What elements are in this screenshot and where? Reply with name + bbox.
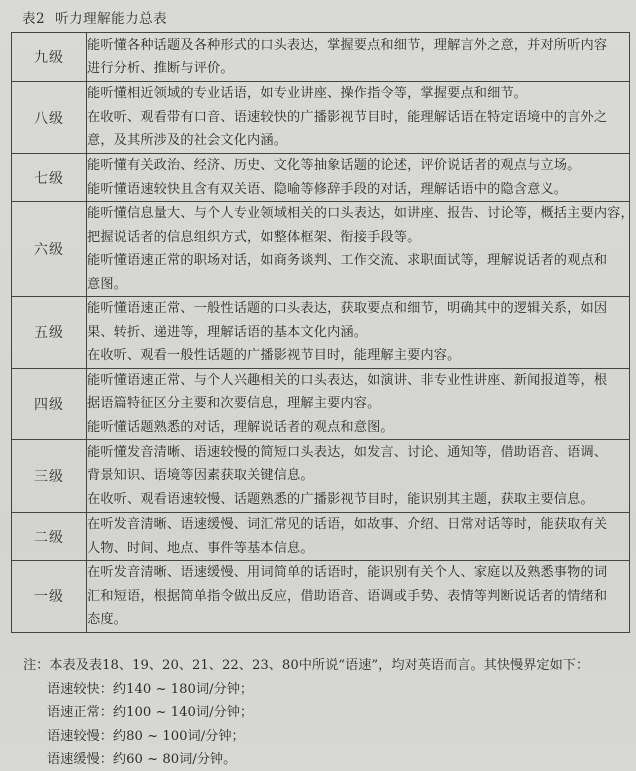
description-line: 汇和短语，根据简单指令做出反应，借助语音、语调或手势、表情等判断说话者的情绪和 [87,588,608,604]
level-label: 三级 [12,440,87,513]
table-row-level-4 [12,368,630,440]
description-line: 能听懂有关政治、经济、历史、文化等抽象话题的论述，评价说话者的观点与立场。 [87,158,581,173]
description-line: 能听懂语速较快且含有双关语、隐喻等修辞手段的对话，理解话语中的隐含意义。 [87,181,568,197]
footnote-heading: 注：本表及表18、19、20、21、22、23、80中所说“语速”，均对英语而言。其快慢界定如下： [23,658,590,673]
description-line: 背景知识、语境等因素获取关键信息。 [87,468,314,484]
table-row-level-6 [12,202,630,297]
level-label: 一级 [12,561,87,633]
speech-rate-slow: 语速缓慢：约60 ~ 80词/分钟。 [47,751,237,767]
description-line: 能听懂语速正常、一般性话题的口头表达，获取要点和细节，明确其中的逻辑关系，如因 [87,301,608,316]
level-description [87,368,630,440]
table-row-level-8 [12,82,630,154]
level-label: 八级 [12,82,87,154]
description-line: 在收听、观看一般性话题的广播影视节目时，能理解主要内容。 [87,348,461,363]
description-line: 能听懂话题熟悉的对话，理解说话者的观点和意图。 [87,419,394,435]
level-description [87,561,630,633]
description-line: 果、转折、递进等，理解话语的基本文化内涵。 [87,324,368,340]
description-line: 进行分析、推断与评价。 [87,61,234,76]
description-line: 态度。 [87,612,128,627]
description-line: 据语篇特征区分主要和次要信息，理解主要内容。 [87,396,381,411]
description-line: 能听懂各种话题及各种形式的口头表达，掌握要点和细节，理解言外之意，并对所听内容 [87,37,608,53]
level-label: 九级 [12,33,87,82]
table-body [12,33,634,633]
description-line: 能听懂信息量大、与个人专业领域相关的口头表达，如讲座、报告、讨论等，概括主要内容， [87,206,634,221]
table-caption [22,7,167,27]
level-description [87,440,630,513]
level-label: 四级 [12,368,87,440]
level-label: 六级 [12,202,87,297]
table-row-level-5 [12,297,630,369]
table-row-level-1 [12,561,630,633]
level-description [87,33,630,82]
table-title: 听力理解能力总表 [55,11,168,27]
description-line: 能听懂发音清晰、语速较慢的简短口头表达，如发言、讨论、通知等，借助语音、语调、 [87,444,608,460]
table-row-level-2 [12,513,630,561]
speech-rate-fast: 语速较快：约140 ~ 180词/分钟； [47,682,254,697]
description-line: 能听懂语速正常、与个人兴趣相关的口头表达，如演讲、非专业性讲座、新闻报道等，根 [87,372,608,388]
level-description [87,154,630,202]
description-line: 在听发音清晰、语速缓慢、用词简单的话语时，能识别有关个人、家庭以及熟悉事物的词 [87,565,608,580]
description-line: 在收听、观看带有口音、语速较快的广播影视节目时，能理解话语在特定语境中的言外之 [87,109,608,125]
level-description [87,82,630,154]
level-description [87,513,630,561]
description-line: 意，及其所涉及的社会文化内涵。 [87,133,288,149]
listening-ability-table [11,32,634,633]
level-description [87,202,634,297]
description-line: 在听发音清晰、语速缓慢、词汇常见的话语，如故事、介绍、日常对话等时，能获取有关 [87,517,608,532]
description-line: 意图。 [87,276,128,292]
level-label: 二级 [12,513,87,561]
description-line: 把握说话者的信息组织方式，如整体框架、衔接手段等。 [87,229,421,245]
description-line: 能听懂相近领域的专业话语，如专业讲座、操作指令等，掌握要点和细节。 [87,86,528,102]
table-row-level-7 [12,154,630,202]
table-row-level-9 [12,33,630,82]
speech-rate-slower: 语速较慢：约80 ~ 100词/分钟； [47,728,245,744]
level-label: 五级 [12,297,87,369]
description-line: 在收听、观看语速较慢、话题熟悉的广播影视节目时，能识别其主题，获取主要信息。 [87,491,594,507]
footnote [23,654,589,771]
level-description [87,297,630,369]
table-number: 表2 [22,11,46,27]
description-line: 人物、时间、地点、事件等基本信息。 [87,540,314,556]
speech-rate-normal: 语速正常：约100 ~ 140词/分钟； [47,705,254,721]
table-row-level-3 [12,440,630,513]
description-line: 能听懂语速正常的职场对话，如商务谈判、工作交流、求职面试等，理解说话者的观点和 [87,253,608,268]
level-label: 七级 [12,154,87,202]
